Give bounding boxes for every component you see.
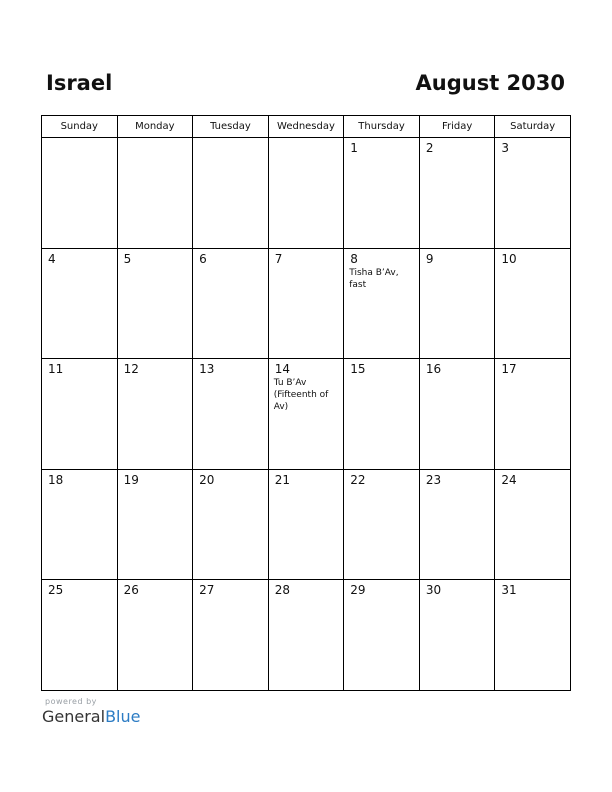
week-row [42, 248, 571, 359]
day-number: 22 [350, 472, 366, 487]
day-number: 11 [48, 362, 64, 377]
day-cell [42, 359, 118, 470]
day-number: 13 [199, 362, 215, 377]
day-cell [193, 580, 269, 691]
weekday-header: Thursday [344, 116, 420, 138]
day-cell [268, 469, 344, 580]
day-number: 25 [48, 583, 64, 598]
day-number: 14 [274, 362, 290, 377]
day-cell [42, 580, 118, 691]
day-cell [268, 138, 344, 249]
calendar-grid [41, 115, 571, 691]
brand-logo [42, 707, 140, 726]
day-number: 31 [501, 583, 517, 598]
day-cell [193, 359, 269, 470]
day-number [118, 138, 193, 141]
month-year-title: August 2030 [415, 71, 565, 95]
day-cell [268, 359, 344, 470]
powered-by-text: powered by [45, 697, 97, 706]
day-cell [495, 359, 571, 470]
country-title: Israel [46, 71, 113, 95]
day-cell [419, 248, 495, 359]
day-number: 3 [501, 141, 510, 155]
weekday-header: Wednesday [268, 116, 344, 138]
day-number: 26 [123, 583, 139, 598]
day-cell [117, 248, 193, 359]
day-cell [117, 138, 193, 249]
day-number: 27 [199, 583, 215, 598]
day-cell [419, 138, 495, 249]
day-cell [117, 580, 193, 691]
day-number: 24 [501, 472, 517, 487]
day-number: 10 [501, 251, 517, 266]
day-cell [193, 248, 269, 359]
brand-general: General [42, 707, 106, 726]
day-cell [495, 580, 571, 691]
day-cell [193, 138, 269, 249]
week-row [42, 580, 571, 691]
day-number: 7 [274, 251, 283, 266]
day-number: 1 [350, 141, 358, 155]
day-cell [117, 469, 193, 580]
day-cell [42, 469, 118, 580]
weekday-header: Tuesday [193, 116, 269, 138]
day-number: 6 [199, 251, 207, 266]
weekday-header: Monday [117, 116, 193, 138]
day-cell [344, 248, 420, 359]
holiday-label: Tu B’Av (Fifteenth of Av) [273, 378, 329, 413]
day-number: 17 [501, 362, 517, 377]
weekday-header: Friday [419, 116, 495, 138]
day-cell [495, 248, 571, 359]
day-cell [344, 469, 420, 580]
day-cell [117, 359, 193, 470]
week-row [42, 469, 571, 580]
day-cell [42, 248, 118, 359]
day-number: 29 [350, 583, 366, 598]
day-number: 18 [48, 472, 64, 487]
day-number: 30 [425, 583, 442, 598]
day-number: 12 [123, 362, 139, 377]
week-row [42, 359, 571, 470]
day-number: 23 [425, 472, 442, 487]
day-cell [344, 580, 420, 691]
day-number: 2 [425, 141, 434, 155]
day-number: 21 [274, 472, 290, 487]
day-cell [268, 248, 344, 359]
day-number [193, 138, 268, 141]
brand-blue: Blue [105, 707, 141, 726]
day-number [42, 138, 117, 141]
footer-branding [42, 697, 140, 726]
day-number: 19 [123, 472, 139, 487]
day-cell [42, 138, 118, 249]
weekday-header: Saturday [495, 116, 571, 138]
holiday-label: Tisha B’Av, fast [349, 267, 399, 290]
day-number: 20 [199, 472, 215, 487]
day-cell [344, 359, 420, 470]
day-number: 28 [274, 583, 290, 598]
day-cell [344, 138, 420, 249]
day-cell [193, 469, 269, 580]
day-number: 8 [350, 251, 358, 266]
day-number: 9 [425, 251, 434, 266]
day-cell [495, 138, 571, 249]
week-row [42, 138, 571, 249]
day-cell [419, 580, 495, 691]
day-cell [419, 469, 495, 580]
day-cell [268, 580, 344, 691]
day-number: 15 [350, 362, 366, 377]
day-number: 16 [425, 362, 442, 377]
day-number [269, 138, 344, 141]
weekday-header-row [42, 116, 571, 138]
day-number: 5 [123, 251, 132, 266]
weekday-header: Sunday [42, 116, 118, 138]
day-cell [419, 359, 495, 470]
day-cell [495, 469, 571, 580]
day-number: 4 [48, 251, 56, 266]
